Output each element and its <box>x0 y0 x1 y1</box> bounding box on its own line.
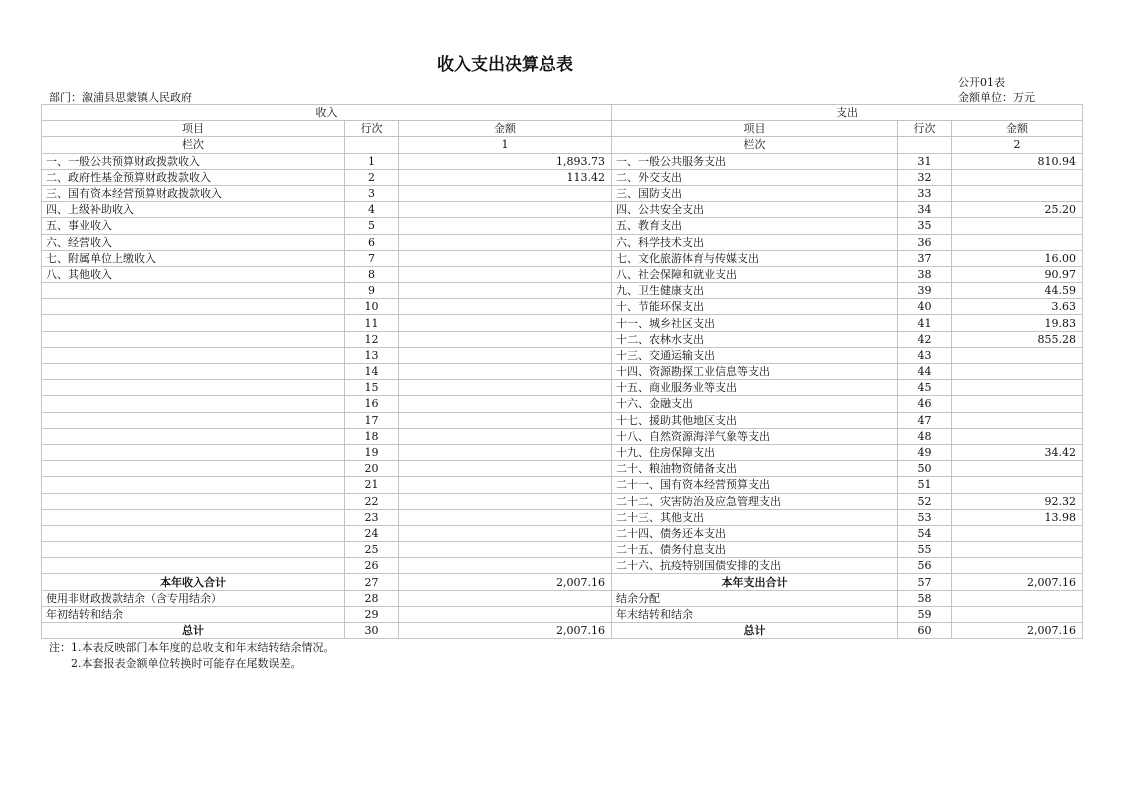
table-row <box>42 364 1083 380</box>
income-amount-cell <box>399 364 612 380</box>
income-item-cell: 六、经营收入 <box>42 234 345 250</box>
income-amount-cell <box>399 234 612 250</box>
income-item-cell <box>42 299 345 315</box>
expense-item-cell: 八、社会保障和就业支出 <box>612 266 898 282</box>
income-row-no-cell: 23 <box>345 509 399 525</box>
expense-amount-cell: 25.20 <box>952 202 1083 218</box>
expense-amount-cell <box>952 558 1083 574</box>
empty-cell <box>345 137 399 153</box>
income-row-no-cell: 24 <box>345 525 399 541</box>
expense-amount-cell: 44.59 <box>952 283 1083 299</box>
income-item-cell: 本年收入合计 <box>42 574 345 590</box>
expense-amount-cell: 855.28 <box>952 331 1083 347</box>
income-amount-cell <box>399 461 612 477</box>
expense-item-cell: 一、一般公共服务支出 <box>612 153 898 169</box>
expense-item-cell: 七、文化旅游体育与传媒支出 <box>612 250 898 266</box>
table-row <box>42 169 1083 185</box>
expense-row-no-cell: 52 <box>898 493 952 509</box>
expense-amount-cell <box>952 185 1083 201</box>
income-amount-cell <box>399 250 612 266</box>
expense-row-no-cell: 49 <box>898 444 952 460</box>
amount-unit-label: 金额单位：万元 <box>958 91 1035 104</box>
expense-amount-cell <box>952 542 1083 558</box>
expense-item-cell: 二十六、抗疫特别国债安排的支出 <box>612 558 898 574</box>
expense-row-no-cell: 50 <box>898 461 952 477</box>
table-row <box>42 347 1083 363</box>
table-row <box>42 428 1083 444</box>
expense-row-no-cell: 47 <box>898 412 952 428</box>
table-header-row-1 <box>42 105 1083 121</box>
income-row-no-cell: 30 <box>345 623 399 639</box>
table-row <box>42 542 1083 558</box>
income-item-header: 项目 <box>42 121 345 137</box>
expense-row-no-cell: 48 <box>898 428 952 444</box>
income-amount-cell <box>399 331 612 347</box>
expense-row-no-cell: 31 <box>898 153 952 169</box>
expense-row-no-cell: 37 <box>898 250 952 266</box>
expense-row-no-cell: 35 <box>898 218 952 234</box>
income-amount-cell <box>399 477 612 493</box>
income-row-no-cell: 12 <box>345 331 399 347</box>
income-header: 收入 <box>42 105 612 121</box>
income-amount-cell: 2,007.16 <box>399 574 612 590</box>
income-item-cell: 二、政府性基金预算财政拨款收入 <box>42 169 345 185</box>
income-item-cell: 五、事业收入 <box>42 218 345 234</box>
expense-row-no-cell: 42 <box>898 331 952 347</box>
income-row-no-cell: 13 <box>345 347 399 363</box>
expense-amount-cell: 19.83 <box>952 315 1083 331</box>
expense-row-no-cell: 40 <box>898 299 952 315</box>
expense-item-cell: 三、国防支出 <box>612 185 898 201</box>
expense-column-no: 2 <box>952 137 1083 153</box>
income-item-cell <box>42 558 345 574</box>
income-row-no-cell: 8 <box>345 266 399 282</box>
income-amount-cell <box>399 218 612 234</box>
expense-amount-cell <box>952 461 1083 477</box>
table-row <box>42 266 1083 282</box>
table-row <box>42 396 1083 412</box>
expense-amount-cell: 3.63 <box>952 299 1083 315</box>
income-row-no-cell: 4 <box>345 202 399 218</box>
income-amount-cell <box>399 266 612 282</box>
income-item-cell: 八、其他收入 <box>42 266 345 282</box>
income-row-no-cell: 15 <box>345 380 399 396</box>
table-row <box>42 574 1083 590</box>
expense-item-header: 项目 <box>612 121 898 137</box>
table-header-row-3 <box>42 137 1083 153</box>
expense-row-no-cell: 55 <box>898 542 952 558</box>
expense-item-cell: 二十、粮油物资储备支出 <box>612 461 898 477</box>
expense-row-no-cell: 43 <box>898 347 952 363</box>
expense-item-cell: 本年支出合计 <box>612 574 898 590</box>
expense-item-cell: 十二、农林水支出 <box>612 331 898 347</box>
income-row-no-cell: 25 <box>345 542 399 558</box>
expense-amount-cell <box>952 428 1083 444</box>
expense-item-cell: 总计 <box>612 623 898 639</box>
income-amount-cell <box>399 412 612 428</box>
income-row-no-cell: 21 <box>345 477 399 493</box>
income-amount-cell <box>399 606 612 622</box>
expense-item-cell: 十、节能环保支出 <box>612 299 898 315</box>
table-row <box>42 299 1083 315</box>
expense-amount-cell <box>952 606 1083 622</box>
income-item-cell <box>42 283 345 299</box>
income-item-cell <box>42 525 345 541</box>
footnote-1: 注：1.本表反映部门本年度的总收支和年末结转结余情况。 <box>49 641 335 654</box>
income-item-cell <box>42 347 345 363</box>
expense-amount-cell <box>952 396 1083 412</box>
expense-item-cell: 六、科学技术支出 <box>612 234 898 250</box>
table-header-row-2 <box>42 121 1083 137</box>
expense-amount-cell: 2,007.16 <box>952 623 1083 639</box>
expense-row-no-cell: 44 <box>898 364 952 380</box>
income-amount-cell <box>399 380 612 396</box>
table-row <box>42 218 1083 234</box>
column-no-label: 栏次 <box>612 137 898 153</box>
table-row <box>42 525 1083 541</box>
table-row <box>42 558 1083 574</box>
income-amount-cell <box>399 315 612 331</box>
income-amount-cell <box>399 558 612 574</box>
income-item-cell: 年初结转和结余 <box>42 606 345 622</box>
expense-amount-cell <box>952 169 1083 185</box>
income-row-no-cell: 26 <box>345 558 399 574</box>
income-row-no-cell: 19 <box>345 444 399 460</box>
footnotes <box>49 640 335 672</box>
income-row-no-cell: 6 <box>345 234 399 250</box>
expense-amount-cell <box>952 590 1083 606</box>
income-item-cell <box>42 364 345 380</box>
income-item-cell: 总计 <box>42 623 345 639</box>
income-item-cell: 四、上级补助收入 <box>42 202 345 218</box>
expense-row-no-cell: 39 <box>898 283 952 299</box>
expense-amount-cell <box>952 218 1083 234</box>
expense-amount-cell: 13.98 <box>952 509 1083 525</box>
income-item-cell <box>42 315 345 331</box>
income-item-cell: 一、一般公共预算财政拨款收入 <box>42 153 345 169</box>
expense-item-cell: 四、公共安全支出 <box>612 202 898 218</box>
expense-item-cell: 二十四、债务还本支出 <box>612 525 898 541</box>
income-item-cell: 三、国有资本经营预算财政拨款收入 <box>42 185 345 201</box>
income-item-cell <box>42 542 345 558</box>
income-amount-cell <box>399 525 612 541</box>
expense-row-no-header: 行次 <box>898 121 952 137</box>
income-row-no-cell: 17 <box>345 412 399 428</box>
expense-item-cell: 十七、援助其他地区支出 <box>612 412 898 428</box>
expense-row-no-cell: 51 <box>898 477 952 493</box>
expense-row-no-cell: 38 <box>898 266 952 282</box>
expense-item-cell: 二十五、债务付息支出 <box>612 542 898 558</box>
income-row-no-cell: 10 <box>345 299 399 315</box>
table-row <box>42 590 1083 606</box>
income-row-no-cell: 3 <box>345 185 399 201</box>
expense-item-cell: 二十二、灾害防治及应急管理支出 <box>612 493 898 509</box>
expense-item-cell: 二十三、其他支出 <box>612 509 898 525</box>
expense-row-no-cell: 56 <box>898 558 952 574</box>
expense-amount-cell <box>952 525 1083 541</box>
income-amount-header: 金额 <box>399 121 612 137</box>
income-row-no-cell: 20 <box>345 461 399 477</box>
expense-amount-cell <box>952 364 1083 380</box>
table-row <box>42 283 1083 299</box>
income-amount-cell <box>399 493 612 509</box>
income-item-cell <box>42 444 345 460</box>
income-row-no-header: 行次 <box>345 121 399 137</box>
income-amount-cell <box>399 185 612 201</box>
expense-item-cell: 年末结转和结余 <box>612 606 898 622</box>
income-amount-cell <box>399 590 612 606</box>
table-row <box>42 412 1083 428</box>
income-item-cell <box>42 396 345 412</box>
income-amount-cell <box>399 299 612 315</box>
income-item-cell <box>42 412 345 428</box>
income-row-no-cell: 2 <box>345 169 399 185</box>
column-no-label: 栏次 <box>42 137 345 153</box>
expense-amount-header: 金额 <box>952 121 1083 137</box>
table-row <box>42 315 1083 331</box>
income-item-cell <box>42 331 345 347</box>
income-item-cell <box>42 477 345 493</box>
expense-row-no-cell: 36 <box>898 234 952 250</box>
expense-item-cell: 九、卫生健康支出 <box>612 283 898 299</box>
table-row <box>42 153 1083 169</box>
income-row-no-cell: 16 <box>345 396 399 412</box>
income-item-cell <box>42 428 345 444</box>
expense-item-cell: 十四、资源勘探工业信息等支出 <box>612 364 898 380</box>
table-row <box>42 461 1083 477</box>
income-row-no-cell: 5 <box>345 218 399 234</box>
income-row-no-cell: 7 <box>345 250 399 266</box>
income-amount-cell <box>399 347 612 363</box>
expense-row-no-cell: 33 <box>898 185 952 201</box>
income-amount-cell <box>399 428 612 444</box>
table-row <box>42 493 1083 509</box>
expense-amount-cell <box>952 347 1083 363</box>
income-row-no-cell: 27 <box>345 574 399 590</box>
expense-amount-cell: 34.42 <box>952 444 1083 460</box>
income-item-cell <box>42 509 345 525</box>
expense-row-no-cell: 41 <box>898 315 952 331</box>
expense-row-no-cell: 60 <box>898 623 952 639</box>
income-item-cell: 七、附属单位上缴收入 <box>42 250 345 266</box>
expense-amount-cell <box>952 477 1083 493</box>
income-row-no-cell: 1 <box>345 153 399 169</box>
expense-item-cell: 十九、住房保障支出 <box>612 444 898 460</box>
income-amount-cell <box>399 509 612 525</box>
income-item-cell <box>42 461 345 477</box>
expense-amount-cell: 16.00 <box>952 250 1083 266</box>
expense-item-cell: 二、外交支出 <box>612 169 898 185</box>
expense-row-no-cell: 57 <box>898 574 952 590</box>
expense-item-cell: 十五、商业服务业等支出 <box>612 380 898 396</box>
income-row-no-cell: 9 <box>345 283 399 299</box>
report-title: 收入支出决算总表 <box>437 55 573 75</box>
income-row-no-cell: 11 <box>345 315 399 331</box>
expense-amount-cell: 810.94 <box>952 153 1083 169</box>
income-amount-cell: 1,893.73 <box>399 153 612 169</box>
expense-header: 支出 <box>612 105 1083 121</box>
table-row <box>42 509 1083 525</box>
table-row <box>42 202 1083 218</box>
table-row <box>42 623 1083 639</box>
table-row <box>42 380 1083 396</box>
table-row <box>42 250 1083 266</box>
income-amount-cell <box>399 444 612 460</box>
income-amount-cell <box>399 202 612 218</box>
income-item-cell: 使用非财政拨款结余（含专用结余） <box>42 590 345 606</box>
table-row <box>42 331 1083 347</box>
expense-row-no-cell: 46 <box>898 396 952 412</box>
expense-amount-cell <box>952 380 1083 396</box>
empty-cell <box>898 137 952 153</box>
department-label: 部门：溆浦县思蒙镇人民政府 <box>49 91 192 104</box>
expense-row-no-cell: 58 <box>898 590 952 606</box>
expense-item-cell: 五、教育支出 <box>612 218 898 234</box>
expense-amount-cell: 92.32 <box>952 493 1083 509</box>
income-item-cell <box>42 380 345 396</box>
income-column-no: 1 <box>399 137 612 153</box>
income-row-no-cell: 14 <box>345 364 399 380</box>
form-number: 公开01表 <box>958 76 1005 89</box>
income-row-no-cell: 18 <box>345 428 399 444</box>
expense-row-no-cell: 54 <box>898 525 952 541</box>
expense-row-no-cell: 59 <box>898 606 952 622</box>
expense-item-cell: 二十一、国有资本经营预算支出 <box>612 477 898 493</box>
expense-amount-cell <box>952 234 1083 250</box>
expense-amount-cell <box>952 412 1083 428</box>
expense-amount-cell: 90.97 <box>952 266 1083 282</box>
table-row <box>42 185 1083 201</box>
expense-item-cell: 结余分配 <box>612 590 898 606</box>
expense-row-no-cell: 32 <box>898 169 952 185</box>
expense-item-cell: 十八、自然资源海洋气象等支出 <box>612 428 898 444</box>
expense-item-cell: 十三、交通运输支出 <box>612 347 898 363</box>
table-row <box>42 606 1083 622</box>
income-amount-cell <box>399 283 612 299</box>
expense-row-no-cell: 45 <box>898 380 952 396</box>
income-row-no-cell: 28 <box>345 590 399 606</box>
table-row <box>42 477 1083 493</box>
income-amount-cell: 113.42 <box>399 169 612 185</box>
income-expense-table <box>41 104 1083 639</box>
income-amount-cell: 2,007.16 <box>399 623 612 639</box>
expense-item-cell: 十一、城乡社区支出 <box>612 315 898 331</box>
expense-row-no-cell: 34 <box>898 202 952 218</box>
table-row <box>42 444 1083 460</box>
expense-amount-cell: 2,007.16 <box>952 574 1083 590</box>
table-row <box>42 234 1083 250</box>
footnote-2: 2.本套报表金额单位转换时可能存在尾数误差。 <box>71 657 302 670</box>
income-item-cell <box>42 493 345 509</box>
expense-item-cell: 十六、金融支出 <box>612 396 898 412</box>
income-amount-cell <box>399 396 612 412</box>
income-row-no-cell: 22 <box>345 493 399 509</box>
income-amount-cell <box>399 542 612 558</box>
income-row-no-cell: 29 <box>345 606 399 622</box>
expense-row-no-cell: 53 <box>898 509 952 525</box>
